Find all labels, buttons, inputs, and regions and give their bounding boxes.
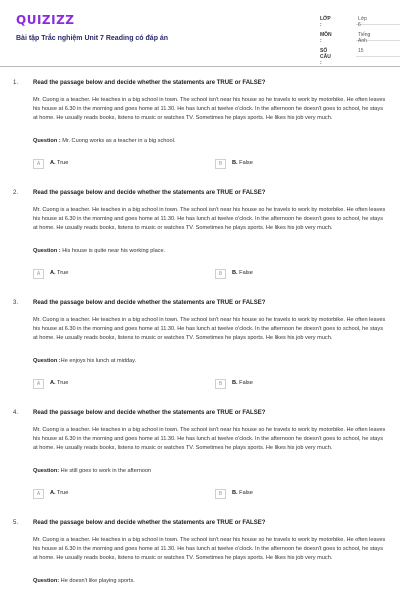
question-number: 3. [13, 300, 19, 306]
question-item [0, 80, 400, 190]
reading-passage: Mr. Cuong is a teacher. He teaches in a big school in town. The school isn't near his house so he travels to work by motorbike. He often leaves his house at 6.30 in the morning and goes home at 11.30. He has lunch at twelve o'clock. In the afternoon he doesn't goes to school, he stays at home. He usually reads books, listens to music or watches TV. Sometimes he plays sports. He likes his job very much. [33, 317, 386, 342]
question-prompt: Read the passage below and decide whether the statements are TRUE or FALSE? [33, 410, 266, 416]
question-number: 2. [13, 190, 19, 196]
worksheet-header [0, 0, 400, 64]
question-text: He enjoys his lunch at midday. [60, 358, 137, 364]
question-statement [33, 138, 175, 144]
meta-label: SỐ CÂU : [320, 48, 331, 66]
meta-value: Lớp 6 [358, 16, 367, 28]
option-letter: B. [232, 270, 238, 276]
question-number: 5. [13, 520, 19, 526]
option-text: False [237, 160, 253, 166]
question-item [0, 300, 400, 410]
option-text: False [237, 380, 253, 386]
option-label [232, 270, 253, 276]
option-text: True [55, 380, 69, 386]
option-letter-box: B [215, 269, 226, 279]
meta-underline [356, 56, 400, 57]
option-letter-box: A [33, 159, 44, 169]
option-letter-box: B [215, 159, 226, 169]
header-divider [0, 66, 400, 67]
option-letter-box: A [33, 379, 44, 389]
option-letter: A. [50, 270, 56, 276]
question-text: He doesn't like playing sports. [59, 578, 135, 584]
meta-value: Tiếng Anh [358, 32, 371, 44]
option-label [50, 270, 68, 276]
option-text: False [237, 270, 253, 276]
question-item [0, 190, 400, 300]
option-letter: A. [50, 160, 56, 166]
question-statement [33, 248, 165, 254]
question-prompt: Read the passage below and decide whether the statements are TRUE or FALSE? [33, 300, 266, 306]
question-number: 4. [13, 410, 19, 416]
option-letter-box: B [215, 489, 226, 499]
option-letter: A. [50, 380, 56, 386]
question-number: 1. [13, 80, 19, 86]
option-label [50, 490, 68, 496]
option-text: True [55, 270, 69, 276]
option-text: False [237, 490, 253, 496]
question-label: Question : [33, 138, 61, 144]
meta-value: 15 [358, 48, 364, 54]
option-label [50, 380, 68, 386]
question-label: Question : [33, 248, 61, 254]
option-letter: B. [232, 490, 238, 496]
question-list [0, 80, 400, 600]
meta-label: LỚP : [320, 16, 331, 28]
option-label [232, 380, 253, 386]
option-letter: A. [50, 490, 56, 496]
question-statement [33, 358, 136, 364]
option-letter: B. [232, 380, 238, 386]
question-text: Mr. Cuong works as a teacher in a big school. [60, 138, 176, 144]
reading-passage: Mr. Cuong is a teacher. He teaches in a big school in town. The school isn't near his house so he travels to work by motorbike. He often leaves his house at 6.30 in the morning and goes home at 11.30. He has lunch at twelve o'clock. In the afternoon he doesn't goes to school, he stays at home. He usually reads books, listens to music or watches TV. Sometimes he plays sports. He likes his job very much. [33, 97, 386, 122]
option-text: True [55, 160, 69, 166]
reading-passage: Mr. Cuong is a teacher. He teaches in a big school in town. The school isn't near his house so he travels to work by motorbike. He often leaves his house at 6.30 in the morning and goes home at 11.30. He has lunch at twelve o'clock. In the afternoon he doesn't goes to school, he stays at home. He usually reads books, listens to music or watches TV. Sometimes he plays sports. He likes his job very much. [33, 537, 386, 562]
option-label [232, 490, 253, 496]
question-item [0, 410, 400, 520]
question-label: Question: [33, 578, 60, 584]
question-text: His house is quite near his working place. [60, 248, 166, 254]
option-label [232, 160, 253, 166]
question-label: Question: [33, 468, 60, 474]
reading-passage: Mr. Cuong is a teacher. He teaches in a big school in town. The school isn't near his house so he travels to work by motorbike. He often leaves his house at 6.30 in the morning and goes home at 11.30. He has lunch at twelve o'clock. In the afternoon he doesn't goes to school, he stays at home. He usually reads books, listens to music or watches TV. Sometimes he plays sports. He likes his job very much. [33, 207, 386, 232]
option-letter: B. [232, 160, 238, 166]
quizizz-logo: QUIZIZZ [16, 13, 75, 27]
question-prompt: Read the passage below and decide whether the statements are TRUE or FALSE? [33, 190, 266, 196]
question-item [0, 520, 400, 600]
worksheet-title: Bài tập Trắc nghiệm Unit 7 Reading có đáp án [16, 35, 169, 42]
option-letter-box: B [215, 379, 226, 389]
option-label [50, 160, 68, 166]
question-statement [33, 578, 135, 584]
reading-passage: Mr. Cuong is a teacher. He teaches in a big school in town. The school isn't near his house so he travels to work by motorbike. He often leaves his house at 6.30 in the morning and goes home at 11.30. He has lunch at twelve o'clock. In the afternoon he doesn't goes to school, he stays at home. He usually reads books, listens to music or watches TV. Sometimes he plays sports. He likes his job very much. [33, 427, 386, 452]
question-text: He still goes to work in the afternoon [59, 468, 152, 474]
question-prompt: Read the passage below and decide whether the statements are TRUE or FALSE? [33, 80, 266, 86]
option-letter-box: A [33, 269, 44, 279]
question-prompt: Read the passage below and decide whether the statements are TRUE or FALSE? [33, 520, 266, 526]
question-statement [33, 468, 151, 474]
option-text: True [55, 490, 69, 496]
question-label: Question : [33, 358, 61, 364]
meta-label: MÔN : [320, 32, 332, 44]
option-letter-box: A [33, 489, 44, 499]
